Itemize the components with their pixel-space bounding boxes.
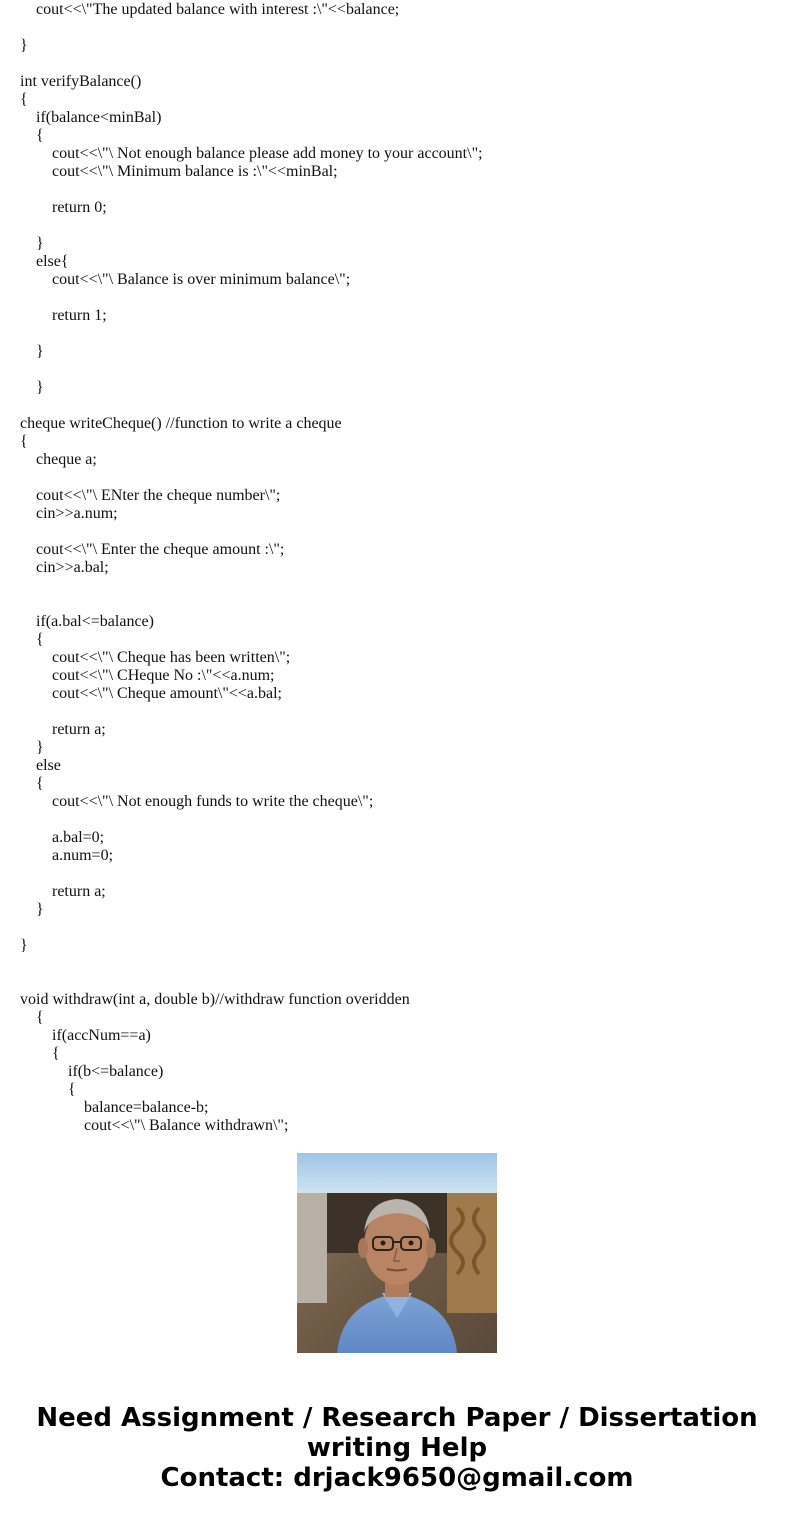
code-line: return a; (52, 883, 106, 900)
code-line: cout<<\"\ Balance withdrawn\"; (84, 1117, 289, 1134)
contact-email-line: Contact: drjack9650@gmail.com (160, 1463, 634, 1493)
code-line: } (36, 901, 44, 918)
code-line: return a; (52, 721, 106, 738)
code-line: cout<<\"\ Minimum balance is :\"<<minBal; (52, 163, 338, 180)
code-line: cout<<\"\ ENter the cheque number\"; (36, 487, 281, 504)
code-line: cout<<\"\ Not enough funds to write the cheque\"; (52, 793, 374, 810)
code-line: else{ (36, 253, 69, 270)
code-line: cheque writeCheque() //function to write a cheque (20, 415, 342, 432)
code-line: else (36, 757, 61, 774)
code-line: { (36, 631, 44, 648)
code-line: if(balance<minBal) (36, 109, 162, 126)
code-line: return 1; (52, 307, 107, 324)
code-line: if(a.bal<=balance) (36, 613, 154, 630)
code-line: cout<<\"\ CHeque No :\"<<a.num; (52, 667, 275, 684)
code-line: } (20, 37, 28, 54)
code-line: } (36, 235, 44, 252)
code-line: { (36, 775, 44, 792)
code-line: } (20, 937, 28, 954)
code-line: { (68, 1081, 76, 1098)
code-line: if(accNum==a) (52, 1027, 151, 1044)
code-line: cout<<\"\ Balance is over minimum balance\"; (52, 271, 351, 288)
person-portrait-image (297, 1153, 497, 1353)
code-line: int verifyBalance() (20, 73, 142, 90)
code-line: a.num=0; (52, 847, 114, 864)
code-line: { (36, 127, 44, 144)
code-line: cin>>a.bal; (36, 559, 109, 576)
code-line: cin>>a.num; (36, 505, 118, 522)
code-line: cout<<\"\ Cheque has been written\"; (52, 649, 291, 666)
code-line: } (36, 343, 44, 360)
code-line: a.bal=0; (52, 829, 105, 846)
code-line: } (36, 379, 44, 396)
code-line: cout<<\"\ Cheque amount\"<<a.bal; (52, 685, 282, 702)
code-line: { (36, 1009, 44, 1026)
code-line: return 0; (52, 199, 107, 216)
code-line: void withdraw(int a, double b)//withdraw function overidden (20, 991, 410, 1008)
promo-line-1: Need Assignment / Research Paper / Dissertation (36, 1403, 758, 1433)
promo-banner (0, 1403, 794, 1493)
code-line: { (52, 1045, 60, 1062)
code-line: cout<<\"\ Not enough balance please add money to your account\"; (52, 145, 483, 162)
code-line: cheque a; (36, 451, 97, 468)
author-photo (297, 1153, 497, 1353)
code-line: if(b<=balance) (68, 1063, 164, 1080)
code-line: cout<<\"The updated balance with interest :\"<<balance; (36, 1, 400, 18)
code-line: } (36, 739, 44, 756)
code-line: cout<<\"\ Enter the cheque amount :\"; (36, 541, 285, 558)
code-line: balance=balance-b; (84, 1099, 209, 1116)
code-line: { (20, 91, 28, 108)
code-line: { (20, 433, 28, 450)
promo-line-2: writing Help (306, 1433, 488, 1463)
